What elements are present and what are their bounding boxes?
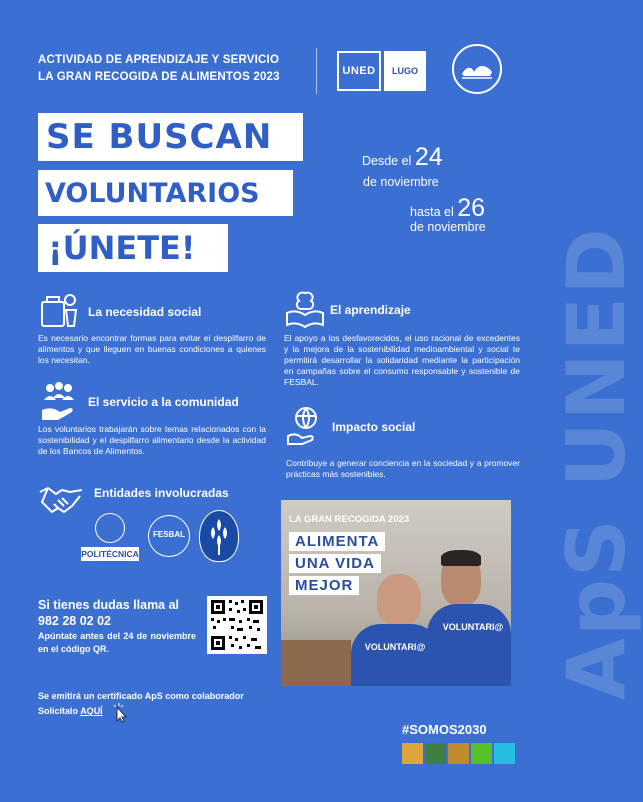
date-to-month: de noviembre — [410, 220, 486, 234]
qr-code[interactable] — [207, 596, 267, 654]
promo-header: LA GRAN RECOGIDA 2023 — [289, 514, 410, 525]
sdg-icon — [402, 743, 423, 764]
shirt-label-1: VOLUNTARI@ — [364, 642, 426, 652]
servicio-title: El servicio a la comunidad — [88, 395, 239, 409]
politecnica-logo — [81, 513, 139, 563]
banco-alimentos-lugo-logo — [199, 510, 239, 562]
person-2-hair — [441, 550, 481, 566]
uned-logo: UNED — [337, 51, 381, 91]
sdg-icons — [402, 743, 515, 764]
impacto-text: Contribuye a generar conciencia en la sociedad y a promover prácticas más sostenibles. — [286, 458, 520, 479]
contact-signup: Apúntate antes del 24 de noviembre en el código QR. — [38, 631, 196, 654]
shirt-label-2: VOLUNTARI@ — [442, 622, 504, 632]
aps-uned-watermark: ApS UNED — [550, 226, 643, 700]
person-2-shirt — [427, 604, 511, 686]
date-to-label: hasta el — [410, 205, 454, 219]
handshake-icon — [38, 482, 80, 524]
title-line-2: VOLUNTARIOS — [38, 170, 293, 216]
promo-line-2: UNA VIDA — [289, 554, 381, 573]
food-crate — [281, 640, 351, 686]
contact-doubts: Si tienes dudas llama al — [38, 598, 180, 612]
politecnica-seal-icon — [95, 513, 125, 543]
brain-book-icon — [284, 287, 326, 329]
aprendizaje-text: El apoyo a los desfavorecidos, el uso racional de excedentes y la mejora de la sostenibilidad medioambiental y social te permitirá desarrollar la solidaridad mediante la participación en campañas sobre el consumo responsable y sostenible de FESBAL. — [284, 333, 520, 387]
header-campaign: LA GRAN RECOGIDA DE ALIMENTOS 2023 — [38, 71, 280, 83]
pointer-cursor-icon — [113, 703, 129, 723]
title-line-3: ¡ÚNETE! — [38, 224, 228, 272]
date-to-day: 26 — [457, 194, 486, 222]
food-bag-icon — [38, 288, 80, 330]
date-from-day: 24 — [414, 143, 443, 171]
certificate-text: Se emitirá un certificado ApS como colaborador — [38, 691, 244, 701]
sdg-icon — [425, 743, 446, 764]
necesidad-title: La necesidad social — [88, 305, 202, 319]
servicio-text: Los voluntarios trabajarán sobre temas relacionados con la sostenibilidad y el despilfarro alimentario desde la actividad de los Bancos de Alimentos. — [38, 424, 266, 456]
certificate-request-label: Solicítalo — [38, 706, 79, 716]
community-hand-icon — [38, 380, 80, 422]
globe-hand-icon — [284, 404, 326, 446]
fesbal-logo — [148, 515, 190, 557]
politecnica-label: POLITÉCNICA — [81, 549, 139, 559]
necesidad-text: Es necesario encontrar formas para evitar el despilfarro de alimentos y que lleguen en buenas condiciones a quienes los necesitan. — [38, 333, 266, 365]
header-activity: ACTIVIDAD DE APRENDIZAJE Y SERVICIO — [38, 54, 280, 66]
date-from-month: de noviembre — [363, 175, 439, 189]
sdg-icon — [448, 743, 469, 764]
lugo-label: LUGO — [384, 51, 426, 91]
banco-alimentos-logo — [452, 44, 502, 94]
promo-image — [281, 500, 511, 686]
fesbal-label: FESBAL — [153, 530, 185, 539]
sdg-icon — [471, 743, 492, 764]
contact-phone[interactable]: 982 28 02 02 — [38, 614, 111, 628]
header-divider — [316, 48, 317, 94]
certificate-request — [38, 706, 103, 716]
certificate-link[interactable]: AQUÍ — [80, 706, 103, 716]
aprendizaje-title: El aprendizaje — [330, 303, 411, 317]
impacto-title: Impacto social — [332, 420, 416, 434]
promo-line-1: ALIMENTA — [289, 532, 385, 551]
entidades-title: Entidades involucradas — [94, 486, 229, 500]
hashtag: #SOMOS2030 — [402, 722, 487, 737]
date-to — [410, 194, 485, 223]
date-from — [362, 143, 443, 172]
promo-line-3: MEJOR — [289, 576, 359, 595]
date-from-label: Desde el — [362, 154, 412, 168]
sdg-icon — [494, 743, 515, 764]
title-line-1: SE BUSCAN — [38, 113, 303, 161]
person-1-head — [377, 574, 421, 626]
